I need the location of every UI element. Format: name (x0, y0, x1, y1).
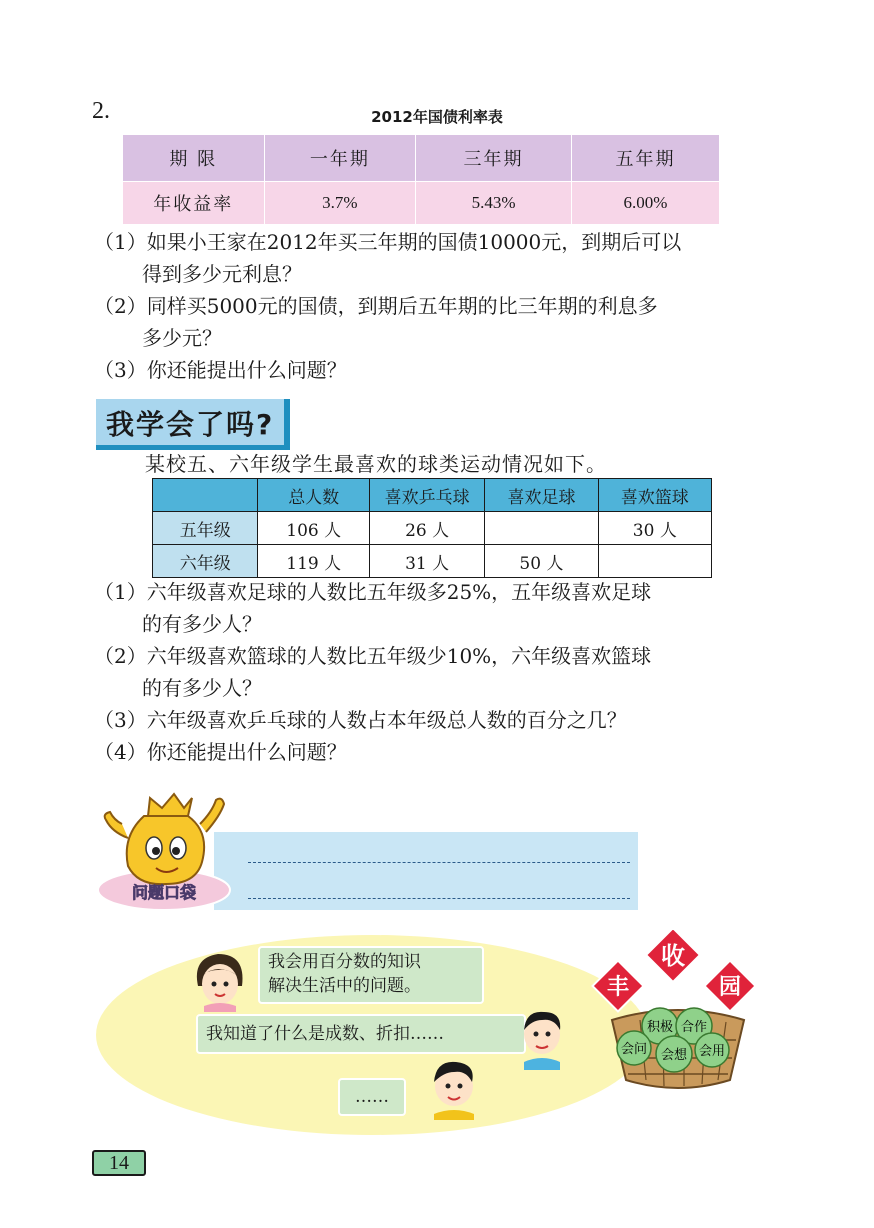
speech-bubble-2: 我知道了什么是成数、折扣…… (196, 1014, 526, 1054)
question-text: 你还能提出什么问题？ (146, 740, 347, 764)
apple-label: 积极 (646, 1020, 674, 1035)
header-cell: 五年期 (571, 135, 719, 182)
question-number: （1） (94, 580, 147, 604)
table-cell: 5.43% (416, 182, 572, 225)
question-continuation: 的有多少人？ (142, 612, 262, 636)
header-cell: 喜欢篮球 (598, 479, 711, 512)
header-cell: 三年期 (416, 135, 572, 182)
question-text: 同样买5000元的国债，到期后五年期的比三年期的利息多 (146, 294, 658, 318)
pocket-mascot-icon (92, 776, 252, 916)
header-cell: 总人数 (258, 479, 370, 512)
table-cell: 26 人 (369, 512, 484, 545)
apple-label: 会问 (620, 1042, 648, 1057)
apple-label: 会想 (660, 1048, 688, 1063)
table-header-row (153, 479, 712, 512)
question-continuation: 的有多少人？ (142, 676, 262, 700)
row-label: 年收益率 (123, 182, 265, 225)
boy-avatar-icon (424, 1054, 484, 1120)
bubble-line: 我会用百分数的知识 (268, 952, 421, 972)
question-text: 六年级喜欢篮球的人数比五年级少10%，六年级喜欢篮球 (146, 644, 652, 668)
table-cell: 106 人 (258, 512, 370, 545)
question-text: 六年级喜欢乒乓球的人数占本年级总人数的百分之几？ (146, 708, 627, 732)
question-item (94, 290, 794, 322)
question-item (94, 576, 794, 608)
speech-bubble-1 (258, 946, 484, 1004)
header-cell: 期 限 (123, 135, 265, 182)
question-item (94, 640, 794, 672)
question-number: （2） (94, 294, 147, 318)
table-header-row (123, 135, 720, 182)
question-number: （3） (94, 708, 147, 732)
question-number: （2） (94, 644, 147, 668)
intro-text: 某校五、六年级学生最喜欢的球类运动情况如下。 (145, 452, 607, 476)
table-row (153, 512, 712, 545)
bubble-line: 解决生活中的问题。 (268, 976, 421, 996)
harvest-basket-icon (590, 930, 766, 1100)
question-item (94, 704, 794, 736)
question-list-2 (94, 576, 794, 768)
question-item (94, 354, 794, 386)
table-cell: 119 人 (258, 545, 370, 578)
question-number: （4） (94, 740, 147, 764)
apple-label: 会用 (698, 1044, 726, 1059)
question-text: 你还能提出什么问题？ (146, 358, 347, 382)
row-label: 六年级 (153, 545, 258, 578)
table-cell: 30 人 (598, 512, 711, 545)
table-row (153, 545, 712, 578)
speech-bubble-3: …… (338, 1078, 406, 1116)
bond-rate-table (122, 134, 720, 225)
question-list-1 (94, 226, 794, 386)
header-cell (153, 479, 258, 512)
girl-avatar-icon (188, 946, 252, 1012)
diamond-label: 收 (661, 942, 685, 970)
header-cell: 喜欢足球 (485, 479, 598, 512)
header-cell: 喜欢乒乓球 (369, 479, 484, 512)
table-cell: 31 人 (369, 545, 484, 578)
answer-line (248, 898, 630, 899)
diamond-label: 园 (718, 975, 742, 1000)
section-banner: 我学会了吗? (96, 399, 290, 450)
boy-avatar-icon (514, 1004, 570, 1070)
table-cell (598, 545, 711, 578)
question-item (94, 226, 794, 258)
problem-number: 2. (92, 98, 110, 124)
question-item (94, 736, 794, 768)
table-cell: 6.00% (571, 182, 719, 225)
diamond-label: 丰 (606, 975, 630, 1000)
apple-label: 合作 (680, 1020, 708, 1035)
answer-line (248, 862, 630, 863)
page-number: 14 (92, 1150, 146, 1176)
table-cell: 3.7% (264, 182, 416, 225)
question-number: （3） (94, 358, 147, 382)
question-continuation: 得到多少元利息？ (142, 262, 302, 286)
table-cell (485, 512, 598, 545)
question-text: 六年级喜欢足球的人数比五年级多25%，五年级喜欢足球 (146, 580, 652, 604)
ball-sports-table (152, 478, 712, 578)
table-title: 2012年国债利率表 (371, 108, 503, 126)
question-continuation: 多少元？ (142, 326, 222, 350)
table-cell: 50 人 (485, 545, 598, 578)
table-row (123, 182, 720, 225)
row-label: 五年级 (153, 512, 258, 545)
question-text: 如果小王家在2012年买三年期的国债10000元，到期后可以 (146, 230, 682, 254)
header-cell: 一年期 (264, 135, 416, 182)
question-number: （1） (94, 230, 147, 254)
pocket-label: 问题口袋 (131, 883, 197, 902)
